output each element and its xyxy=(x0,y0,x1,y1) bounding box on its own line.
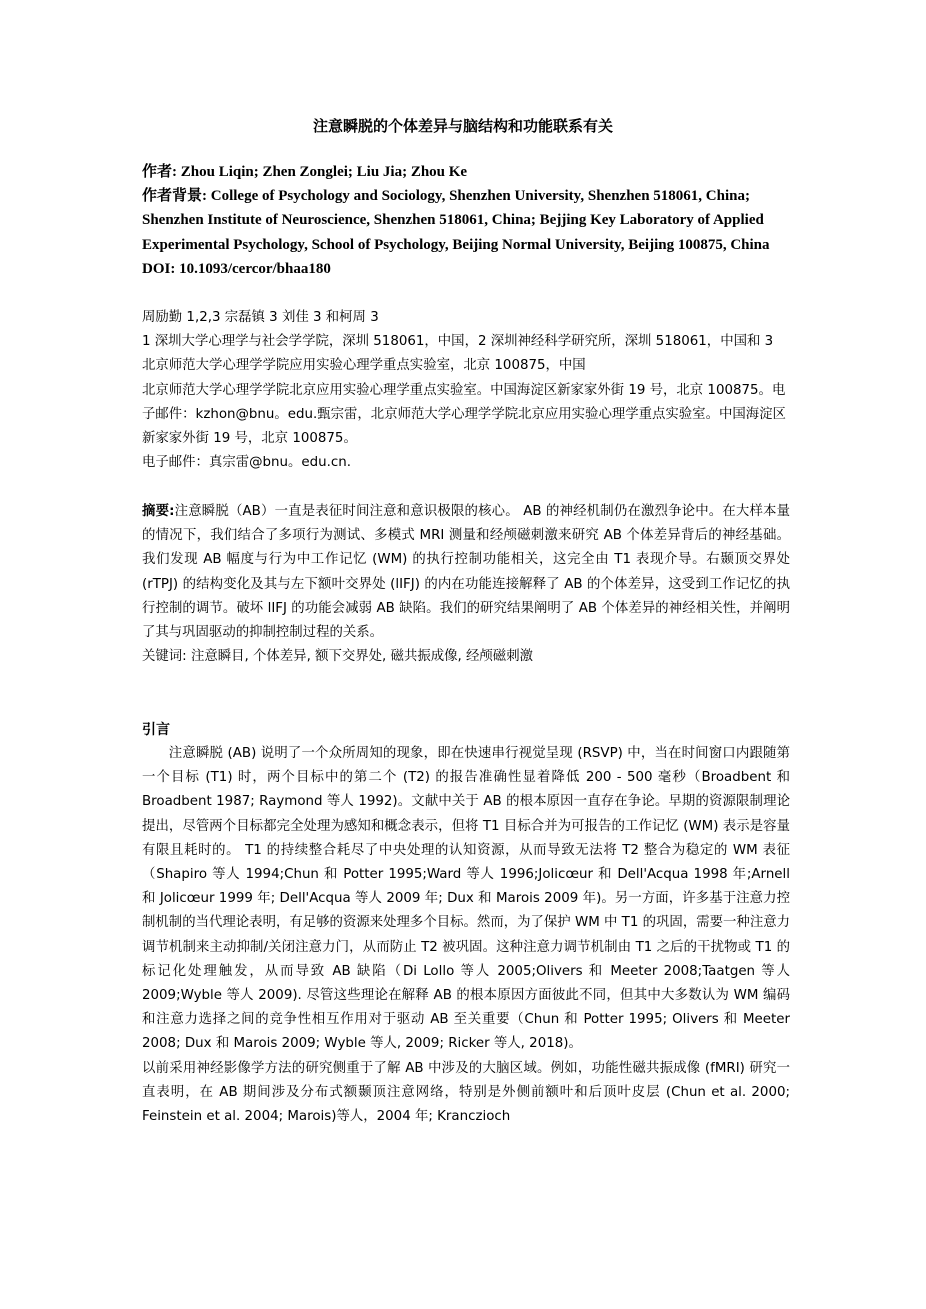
authors-value: Zhou Liqin; Zhen Zonglei; Liu Jia; Zhou Ke xyxy=(177,164,468,180)
abstract-text: 注意瞬脱（AB）一直是表征时间注意和意识极限的核心。 AB 的神经机制仍在激烈争论中。在大样本量的情况下，我们结合了多项行为测试、多模式 MRI 测量和经颅磁刺激来研究 AB 个体差异背后的神经基础。我们发现 AB 幅度与行为中工作记忆 (WM) 的执行控制功能相关，这完全由 T1 表现介导。右颞顶交界处 (rTPJ) 的结构变化及其与左下额叶交界处 (lIFJ) 的内在功能连接解释了 AB 的个体差异，这受到工作记忆的执行控制的调节。破坏 lIFJ 的功能会减弱 AB 缺陷。我们的研究结果阐明了 AB 个体差异的神经相关性，并阐明了其与巩固驱动的抑制控制过程的关系。 xyxy=(142,504,790,641)
chinese-author-block xyxy=(142,306,790,475)
abstract-label: 摘要: xyxy=(142,504,175,519)
affiliation-value: College of Psychology and Sociology, Shenzhen University, Shenzhen 518061, China; Shenzhen Institute of Neuroscience, Shenzhen 518061, China; Bejjing Key Laboratory of Applied Experimental Psychology, School of Psychology, Beijing Normal University, Beijing 100875, China xyxy=(142,188,770,253)
abstract-paragraph xyxy=(142,500,790,645)
intro-paragraph-1: 注意瞬脱 (AB) 说明了一个众所周知的现象，即在快速串行视觉呈现 (RSVP) 中，当在时间窗口内跟随第一个目标 (T1) 时，两个目标中的第二个 (T2) 的报告准确性显着降低 200 - 500 毫秒（Broadbent 和 Broadbent 1987; Raymond 等人 1992)。文献中关于 AB 的根本原因一直存在争论。早期的资源限制理论提出，尽管两个目标都完全处理为感知和概念表示，但将 T1 目标合并为可报告的工作记忆 (WM) 表示是容量有限且耗时的。 T1 的持续整合耗尽了中央处理的认知资源，从而导致无法将 T2 整合为稳定的 WM 表征（Shapiro 等人 1994;Chun 和 Potter 1995;Ward 等人 1996;Jolicœur 和 Dell'Acqua 1998 年;Arnell 和 Jolicœur 1999 年; Dell'Acqua 等人 2009 年; Dux 和 Marois 2009 年)。另一方面，许多基于注意力控制机制的当代理论表明，有足够的资源来处理多个目标。然而，为了保护 WM 中 T1 的巩固，需要一种注意力调节机制来主动抑制/关闭注意力门，从而防止 T2 被巩固。这种注意力调节机制由 T1 之后的干扰物或 T1 的标记化处理触发，从而导致 AB 缺陷（Di Lollo 等人 2005;Olivers 和 Meeter 2008;Taatgen 等人 2009;Wyble 等人 2009). 尽管这些理论在解释 AB 的根本原因方面彼此不同，但其中大多数认为 WM 编码和注意力选择之间的竞争性相互作用对于驱动 AB 至关重要（Chun 和 Potter 1995; Olivers 和 Meeter 2008; Dux 和 Marois 2009; Wyble 等人, 2009; Ricker 等人, 2018)。 xyxy=(142,746,790,1052)
introduction-section xyxy=(142,742,790,1129)
affiliation-label: 作者背景: xyxy=(142,188,207,205)
affiliation-block xyxy=(142,184,792,257)
email-cn: 电子邮件：真宗雷@bnu。edu.cn. xyxy=(142,455,351,471)
section-heading-introduction: 引言 xyxy=(142,722,170,738)
authors-line xyxy=(142,160,792,184)
authors-label: 作者: xyxy=(142,164,177,180)
doi-line[interactable]: DOI: 10.1093/cercor/bhaa180 xyxy=(142,260,331,277)
correspondence-cn: 北京师范大学心理学学院北京应用实验心理学重点实验室。中国海淀区新家家外街 19 号，北京 100875。电子邮件：kzhon@bnu。edu.甄宗雷，北京师范大学心理学学院北京应用实验心理学重点实验室。中国海淀区新家家外街 19 号，北京 100875。 xyxy=(142,382,786,447)
paper-metadata xyxy=(142,160,792,281)
abstract-section xyxy=(142,500,790,669)
paper-title: 注意瞬脱的个体差异与脑结构和功能联系有关 xyxy=(312,117,613,135)
intro-paragraph-2: 以前采用神经影像学方法的研究侧重于了解 AB 中涉及的大脑区域。例如，功能性磁共振成像 (fMRI) 研究一直表明，在 AB 期间涉及分布式额颞顶注意网络，特别是外侧前额叶和后顶叶皮层 (Chun et al. 2000; Feinstein et al. 2004; Marois)等人，2004 年; Kranczioch xyxy=(142,1060,790,1125)
author-affiliations-cn: 1 深圳大学心理学与社会学学院，深圳 518061，中国，2 深圳神经科学研究所，深圳 518061，中国和 3 北京师范大学心理学学院应用实验心理学重点实验室，北京 100875，中国 xyxy=(142,334,774,374)
author-names-cn: 周励勤 1,2,3 宗磊镇 3 刘佳 3 和柯周 3 xyxy=(142,310,379,325)
keywords-line: 关键词: 注意瞬目, 个体差异, 额下交界处, 磁共振成像, 经颅磁刺激 xyxy=(142,649,533,665)
